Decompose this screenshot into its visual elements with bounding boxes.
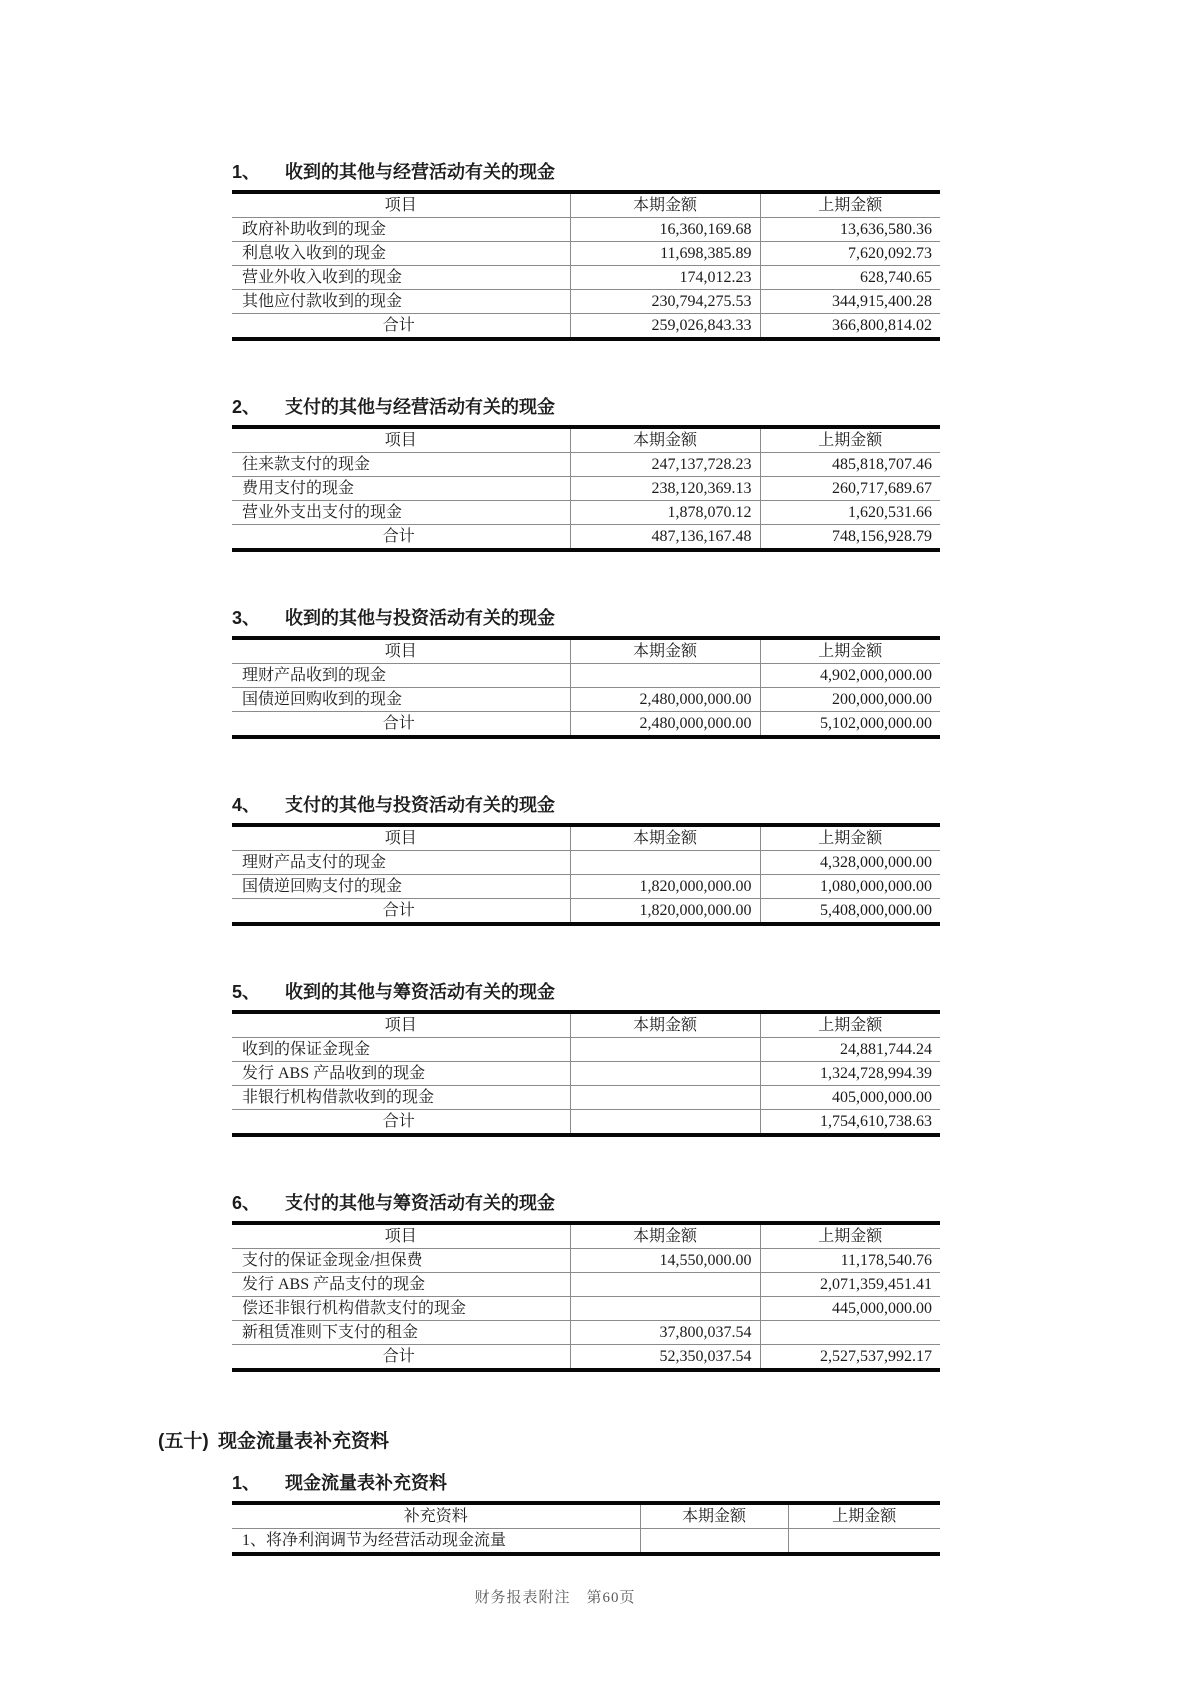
table-row — [232, 1273, 940, 1297]
item-cell: 新租赁准则下支付的租金 — [232, 1321, 570, 1345]
prior-period-cell: 2,071,359,451.41 — [760, 1273, 940, 1297]
item-cell: 收到的保证金现金 — [232, 1038, 570, 1062]
supplement-heading — [158, 1430, 1200, 1454]
section-title: 收到的其他与筹资活动有关的现金 — [285, 982, 555, 1002]
table-row — [232, 218, 940, 242]
item-cell: 理财产品支付的现金 — [232, 851, 570, 875]
section-title: 支付的其他与投资活动有关的现金 — [285, 795, 555, 815]
header-row — [232, 638, 940, 664]
table-row — [232, 242, 940, 266]
column-header: 本期金额 — [570, 192, 760, 218]
column-header: 本期金额 — [640, 1503, 788, 1529]
prior-period-cell: 405,000,000.00 — [760, 1086, 940, 1110]
column-header: 本期金额 — [570, 427, 760, 453]
header-row — [232, 1503, 940, 1529]
item-cell: 政府补助收到的现金 — [232, 218, 570, 242]
section-title: 收到的其他与经营活动有关的现金 — [285, 162, 555, 182]
column-header: 本期金额 — [570, 825, 760, 851]
column-header: 本期金额 — [570, 1223, 760, 1249]
item-cell: 利息收入收到的现金 — [232, 242, 570, 266]
section-title: 收到的其他与投资活动有关的现金 — [285, 608, 555, 628]
table-row — [232, 1297, 940, 1321]
current-period-cell: 2,480,000,000.00 — [570, 712, 760, 738]
column-header: 补充资料 — [232, 1503, 640, 1529]
item-cell: 合计 — [232, 314, 570, 340]
cash-flow-table — [232, 1010, 940, 1137]
total-row — [232, 1110, 940, 1136]
item-cell: 合计 — [232, 899, 570, 925]
header-row — [232, 427, 940, 453]
section-heading — [232, 794, 940, 816]
total-row — [232, 899, 940, 925]
current-period-cell — [570, 1062, 760, 1086]
section-6 — [232, 1192, 940, 1372]
table-row — [232, 1529, 940, 1555]
current-period-cell: 14,550,000.00 — [570, 1249, 760, 1273]
table-row — [232, 1086, 940, 1110]
current-period-cell — [570, 1038, 760, 1062]
table-row — [232, 477, 940, 501]
supplement-subsection — [232, 1472, 940, 1556]
item-cell: 支付的保证金现金/担保费 — [232, 1249, 570, 1273]
current-period-cell — [570, 1086, 760, 1110]
supplement-number: (五十) — [158, 1431, 209, 1452]
prior-period-cell: 344,915,400.28 — [760, 290, 940, 314]
prior-period-cell: 445,000,000.00 — [760, 1297, 940, 1321]
item-cell: 费用支付的现金 — [232, 477, 570, 501]
section-heading — [232, 607, 940, 629]
cash-flow-table — [232, 823, 940, 926]
item-cell: 合计 — [232, 712, 570, 738]
prior-period-cell: 200,000,000.00 — [760, 688, 940, 712]
column-header: 上期金额 — [760, 1012, 940, 1038]
column-header: 项目 — [232, 192, 570, 218]
current-period-cell: 52,350,037.54 — [570, 1345, 760, 1371]
prior-period-cell: 260,717,689.67 — [760, 477, 940, 501]
item-cell: 非银行机构借款收到的现金 — [232, 1086, 570, 1110]
total-row — [232, 712, 940, 738]
item-cell: 合计 — [232, 1345, 570, 1371]
section-4 — [232, 794, 940, 926]
current-period-cell: 259,026,843.33 — [570, 314, 760, 340]
header-row — [232, 825, 940, 851]
section-heading — [232, 396, 940, 418]
table-row — [232, 1062, 940, 1086]
section-number: 1、 — [232, 1473, 261, 1493]
section-3 — [232, 607, 940, 739]
section-number: 2、 — [232, 397, 261, 417]
column-header: 项目 — [232, 1223, 570, 1249]
section-heading — [232, 1192, 940, 1214]
item-cell: 1、将净利润调节为经营活动现金流量 — [232, 1529, 640, 1555]
column-header: 上期金额 — [760, 825, 940, 851]
table-row — [232, 453, 940, 477]
current-period-cell: 238,120,369.13 — [570, 477, 760, 501]
item-cell: 营业外支出支付的现金 — [232, 501, 570, 525]
column-header: 项目 — [232, 825, 570, 851]
supplement-title: 现金流量表补充资料 — [218, 1431, 390, 1452]
item-cell: 偿还非银行机构借款支付的现金 — [232, 1297, 570, 1321]
table-row — [232, 1249, 940, 1273]
prior-period-cell: 628,740.65 — [760, 266, 940, 290]
table-row — [232, 501, 940, 525]
current-period-cell: 2,480,000,000.00 — [570, 688, 760, 712]
section-title: 现金流量表补充资料 — [285, 1473, 447, 1493]
cash-flow-table — [232, 425, 940, 552]
current-period-cell — [570, 664, 760, 688]
column-header: 上期金额 — [760, 427, 940, 453]
current-period-cell: 1,820,000,000.00 — [570, 875, 760, 899]
current-period-cell: 174,012.23 — [570, 266, 760, 290]
item-cell: 营业外收入收到的现金 — [232, 266, 570, 290]
table-row — [232, 851, 940, 875]
item-cell: 理财产品收到的现金 — [232, 664, 570, 688]
table-row — [232, 290, 940, 314]
table-row — [232, 664, 940, 688]
prior-period-cell: 11,178,540.76 — [760, 1249, 940, 1273]
prior-period-cell — [760, 1321, 940, 1345]
table-row — [232, 688, 940, 712]
column-header: 项目 — [232, 1012, 570, 1038]
column-header: 上期金额 — [760, 1223, 940, 1249]
current-period-cell: 230,794,275.53 — [570, 290, 760, 314]
cash-flow-table — [232, 1221, 940, 1372]
prior-period-cell: 2,527,537,992.17 — [820, 1348, 932, 1365]
section-2 — [232, 396, 940, 552]
item-cell: 发行 ABS 产品支付的现金 — [232, 1273, 570, 1297]
section-number: 6、 — [232, 1193, 261, 1213]
prior-period-cell: 7,620,092.73 — [760, 242, 940, 266]
prior-period-cell: 5,102,000,000.00 — [820, 715, 932, 732]
column-header: 上期金额 — [760, 638, 940, 664]
current-period-cell: 487,136,167.48 — [570, 525, 760, 551]
prior-period-cell: 24,881,744.24 — [760, 1038, 940, 1062]
table-row — [232, 1321, 940, 1345]
prior-period-cell: 485,818,707.46 — [760, 453, 940, 477]
column-header: 项目 — [232, 427, 570, 453]
section-1 — [232, 161, 940, 341]
current-period-cell — [570, 1297, 760, 1321]
current-period-cell — [640, 1529, 788, 1555]
column-header: 上期金额 — [760, 192, 940, 218]
total-row — [232, 1345, 940, 1371]
prior-period-cell: 5,408,000,000.00 — [820, 902, 932, 919]
table-row — [232, 266, 940, 290]
prior-period-cell — [788, 1529, 940, 1555]
prior-period-cell: 748,156,928.79 — [832, 528, 932, 545]
prior-period-cell: 366,800,814.02 — [832, 317, 932, 334]
current-period-cell — [570, 851, 760, 875]
prior-period-cell: 4,328,000,000.00 — [760, 851, 940, 875]
current-period-cell: 11,698,385.89 — [570, 242, 760, 266]
total-row — [232, 314, 940, 340]
item-cell: 合计 — [232, 525, 570, 551]
current-period-cell — [570, 1273, 760, 1297]
section-heading — [232, 161, 940, 183]
item-cell: 国债逆回购支付的现金 — [232, 875, 570, 899]
supplement-table — [232, 1501, 940, 1556]
table-row — [232, 1038, 940, 1062]
section-5 — [232, 981, 940, 1137]
section-title: 支付的其他与经营活动有关的现金 — [285, 397, 555, 417]
page-footer: 财务报表附注 第60页 — [474, 1590, 636, 1606]
prior-period-cell: 1,620,531.66 — [760, 501, 940, 525]
item-cell: 发行 ABS 产品收到的现金 — [232, 1062, 570, 1086]
header-row — [232, 1223, 940, 1249]
section-number: 4、 — [232, 795, 261, 815]
section-number: 3、 — [232, 608, 261, 628]
column-header: 本期金额 — [570, 1012, 760, 1038]
item-cell: 其他应付款收到的现金 — [232, 290, 570, 314]
prior-period-cell: 1,324,728,994.39 — [760, 1062, 940, 1086]
cash-flow-table — [232, 190, 940, 341]
section-number: 5、 — [232, 982, 261, 1002]
column-header: 上期金额 — [788, 1503, 940, 1529]
prior-period-cell: 4,902,000,000.00 — [760, 664, 940, 688]
column-header: 本期金额 — [570, 638, 760, 664]
section-number: 1、 — [232, 162, 261, 182]
header-row — [232, 1012, 940, 1038]
prior-period-cell: 13,636,580.36 — [760, 218, 940, 242]
item-cell: 国债逆回购收到的现金 — [232, 688, 570, 712]
current-period-cell — [570, 1110, 760, 1136]
prior-period-cell: 1,754,610,738.63 — [820, 1113, 932, 1130]
section-title: 支付的其他与筹资活动有关的现金 — [285, 1193, 555, 1213]
current-period-cell: 16,360,169.68 — [570, 218, 760, 242]
table-row — [232, 875, 940, 899]
prior-period-cell: 1,080,000,000.00 — [760, 875, 940, 899]
item-cell: 合计 — [232, 1110, 570, 1136]
section-heading — [232, 981, 940, 1003]
cash-flow-table — [232, 636, 940, 739]
current-period-cell: 247,137,728.23 — [570, 453, 760, 477]
current-period-cell: 1,820,000,000.00 — [570, 899, 760, 925]
total-row — [232, 525, 940, 551]
item-cell: 往来款支付的现金 — [232, 453, 570, 477]
column-header: 项目 — [232, 638, 570, 664]
section-heading — [232, 1472, 940, 1494]
header-row — [232, 192, 940, 218]
current-period-cell: 1,878,070.12 — [570, 501, 760, 525]
current-period-cell: 37,800,037.54 — [570, 1321, 760, 1345]
